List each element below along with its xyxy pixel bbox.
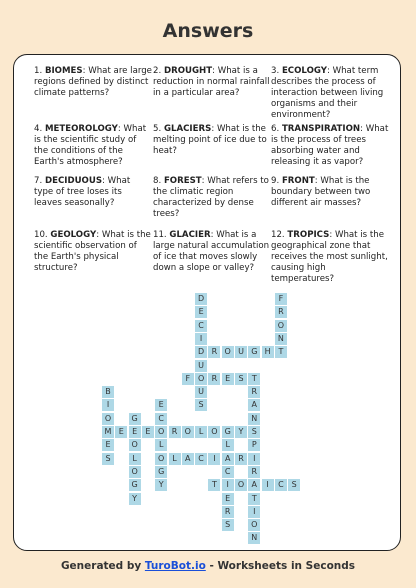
- crossword-cell: E: [129, 426, 141, 438]
- crossword-cell: O: [129, 466, 141, 478]
- crossword-cell: I: [248, 453, 260, 465]
- clue-answer: METEOROLOGY: [44, 124, 118, 134]
- crossword-cell: C: [195, 320, 207, 332]
- crossword-cell: A: [248, 479, 260, 491]
- crossword-cell: H: [262, 346, 274, 358]
- crossword-cell: R: [208, 373, 220, 385]
- crossword-cell: N: [248, 413, 260, 425]
- crossword-cell: O: [222, 346, 234, 358]
- crossword-cell: M: [102, 426, 114, 438]
- clue-answer: GEOLOGY: [50, 230, 97, 240]
- footer-suffix: - Worksheets in Seconds: [205, 560, 356, 572]
- crossword-cell: G: [155, 466, 167, 478]
- brand-link[interactable]: TuroBot.io: [144, 560, 206, 572]
- crossword-cell: E: [222, 373, 234, 385]
- crossword-cell: A: [222, 453, 234, 465]
- clue-number: 7.: [34, 176, 43, 186]
- clue-text: : What term describes the process of interaction between living organisms and their environment?: [271, 66, 384, 120]
- crossword-cell: R: [208, 346, 220, 358]
- crossword-cell: G: [129, 479, 141, 491]
- footer-prefix: Generated by: [60, 560, 145, 572]
- clue-4: [34, 124, 152, 176]
- clue-text: : What is a reduction in normal rainfall in a particular area?: [153, 66, 270, 98]
- crossword-cell: T: [208, 479, 220, 491]
- clue-number: 9.: [271, 176, 280, 186]
- clue-answer: GLACIER: [169, 230, 211, 240]
- clue-list: [34, 66, 394, 290]
- clue-number: 6.: [271, 124, 280, 134]
- clue-number: 12.: [271, 230, 285, 240]
- clue-6: [271, 124, 389, 176]
- clue-answer: DECIDUOUS: [44, 176, 103, 186]
- crossword-cell: T: [248, 373, 260, 385]
- crossword-cell: O: [235, 479, 247, 491]
- clue-number: 3.: [271, 66, 280, 76]
- clue-number: 10.: [34, 230, 48, 240]
- crossword-cell: U: [195, 360, 207, 372]
- crossword-cell: R: [235, 453, 247, 465]
- crossword-cell: E: [155, 399, 167, 411]
- clue-text: : What type of tree loses its leaves seasonally?: [34, 176, 131, 208]
- crossword-cell: Y: [155, 479, 167, 491]
- clue-text: : What refers to the climatic region characterized by dense trees?: [153, 176, 269, 219]
- crossword-cell: S: [248, 426, 260, 438]
- crossword-cell: R: [222, 506, 234, 518]
- clue-number: 5.: [153, 124, 162, 134]
- crossword-cell: I: [262, 479, 274, 491]
- clue-answer: BIOMES: [44, 66, 83, 76]
- crossword-cell: E: [142, 426, 154, 438]
- crossword-cell: L: [195, 426, 207, 438]
- crossword-cell: A: [248, 399, 260, 411]
- answers-panel: [13, 54, 401, 551]
- crossword-cell: O: [155, 426, 167, 438]
- crossword-cell: S: [102, 453, 114, 465]
- clue-5: [153, 124, 270, 176]
- clue-1: [34, 66, 152, 124]
- crossword-cell: L: [129, 453, 141, 465]
- clue-text: : What is the process of trees absorbing water and releasing it as vapor?: [271, 124, 389, 167]
- clue-answer: TROPICS: [287, 230, 330, 240]
- crossword-cell: F: [182, 373, 194, 385]
- crossword-cell: E: [102, 439, 114, 451]
- clue-answer: FOREST: [163, 176, 202, 186]
- clue-text: : What is the geographical zone that receives the most sunlight, causing high temperatures?: [271, 230, 388, 284]
- crossword-cell: C: [195, 453, 207, 465]
- crossword-cell: C: [222, 466, 234, 478]
- crossword-cell: T: [275, 346, 287, 358]
- crossword-cell: Y: [235, 426, 247, 438]
- crossword-cell: R: [169, 426, 181, 438]
- clue-2: [153, 66, 270, 124]
- crossword-cell: O: [129, 439, 141, 451]
- crossword-cell: G: [222, 426, 234, 438]
- clue-12: [271, 230, 389, 290]
- crossword-cell: I: [248, 506, 260, 518]
- crossword-cell: E: [222, 493, 234, 505]
- crossword-cell: B: [102, 386, 114, 398]
- clue-answer: ECOLOGY: [281, 66, 327, 76]
- crossword-cell: I: [195, 333, 207, 345]
- clue-9: [271, 176, 389, 230]
- crossword-cell: E: [115, 426, 127, 438]
- crossword-cell: R: [275, 306, 287, 318]
- clue-number: 8.: [153, 176, 162, 186]
- clue-text: : What is the melting point of ice due to heat?: [153, 124, 267, 156]
- crossword-cell: O: [248, 519, 260, 531]
- crossword-cell: O: [208, 426, 220, 438]
- crossword-cell: L: [155, 439, 167, 451]
- crossword-cell: S: [235, 373, 247, 385]
- crossword-cell: A: [182, 453, 194, 465]
- clue-text: : What is the boundary between two different air masses?: [271, 176, 371, 208]
- clue-7: [34, 176, 152, 230]
- crossword-cell: G: [248, 346, 260, 358]
- crossword-cell: I: [222, 479, 234, 491]
- crossword-cell: O: [195, 373, 207, 385]
- clue-text: : What is the scientific observation of the Earth's physical structure?: [34, 230, 151, 273]
- crossword-cell: U: [195, 386, 207, 398]
- crossword-cell: S: [288, 479, 300, 491]
- crossword-cell: D: [195, 346, 207, 358]
- crossword-cell: S: [195, 399, 207, 411]
- crossword-cell: P: [248, 439, 260, 451]
- clue-10: [34, 230, 152, 290]
- crossword-cell: U: [235, 346, 247, 358]
- clue-number: 11.: [153, 230, 167, 240]
- crossword-cell: R: [248, 386, 260, 398]
- clue-8: [153, 176, 270, 230]
- clue-answer: DROUGHT: [163, 66, 213, 76]
- clue-text: : What is the scientific study of the conditions of the Earth's atmosphere?: [34, 124, 147, 167]
- clue-text: : What are large regions defined by distinct climate patterns?: [34, 66, 152, 98]
- crossword-cell: O: [155, 453, 167, 465]
- page-title: Answers: [162, 20, 254, 42]
- crossword-cell: Y: [129, 493, 141, 505]
- crossword-cell: O: [102, 413, 114, 425]
- clue-answer: TRANSPIRATION: [281, 124, 361, 134]
- crossword-cell: I: [208, 453, 220, 465]
- crossword-cell: C: [275, 479, 287, 491]
- crossword-cell: S: [222, 519, 234, 531]
- clue-answer: GLACIERS: [163, 124, 212, 134]
- clue-number: 4.: [34, 124, 43, 134]
- crossword-cell: R: [248, 466, 260, 478]
- crossword-cell: G: [129, 413, 141, 425]
- crossword-cell: O: [275, 320, 287, 332]
- crossword-cell: D: [195, 293, 207, 305]
- crossword-cell: I: [102, 399, 114, 411]
- crossword-cell: L: [222, 439, 234, 451]
- footer: [0, 560, 416, 572]
- crossword-cell: O: [182, 426, 194, 438]
- clue-answer: FRONT: [281, 176, 315, 186]
- clue-number: 1.: [34, 66, 43, 76]
- crossword-cell: N: [248, 532, 260, 544]
- clue-11: [153, 230, 270, 290]
- clue-3: [271, 66, 389, 124]
- crossword-cell: E: [195, 306, 207, 318]
- clue-number: 2.: [153, 66, 162, 76]
- crossword-cell: T: [248, 493, 260, 505]
- crossword-cell: L: [169, 453, 181, 465]
- clue-text: : What is a large natural accumulation of ice that moves slowly down a slope or valley?: [153, 230, 270, 273]
- crossword-cell: N: [275, 333, 287, 345]
- crossword-cell: F: [275, 293, 287, 305]
- crossword-cell: C: [155, 413, 167, 425]
